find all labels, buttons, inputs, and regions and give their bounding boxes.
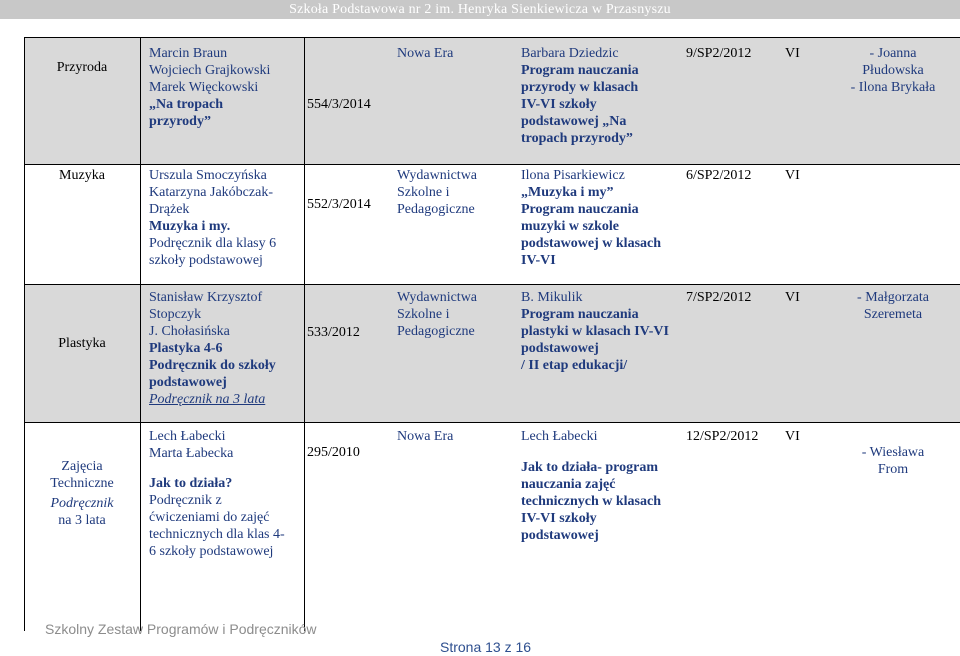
publisher-cell: Wydawnictwa Szkolne i Pedagogiczne	[397, 290, 478, 339]
authors-cell: Stanisław Krzysztof Stopczyk J. Chołasińska Plastyka 4-6 Podręcznik do szkoły podstawowej Podręcznik na 3 lata	[149, 290, 276, 407]
subject-cell: Plastyka	[58, 336, 106, 351]
class-level: VI	[785, 46, 800, 61]
program-cell: Lech Łabecki Jak to działa- program nauczania zajęć technicznych w klasach IV-VI szkoły podstawowej	[521, 429, 661, 543]
subject-cell: Muzyka	[59, 168, 105, 183]
program-cell: B. Mikulik Program nauczania plastyki w klasach IV-VI podstawowej / II etap edukacji/	[521, 290, 669, 373]
class-level: VI	[785, 290, 800, 305]
teachers-cell: - Wiesława From	[861, 445, 925, 477]
authors-cell: Urszula Smoczyńska Katarzyna Jakóbczak- Drążek Muzyka i my. Podręcznik dla klasy 6 szkoły podstawowej	[149, 168, 277, 268]
program-number: 12/SP2/2012	[686, 429, 759, 444]
program-number: 9/SP2/2012	[686, 46, 752, 61]
approval-number: 533/2012	[307, 325, 360, 340]
approval-number: 295/2010	[307, 445, 360, 460]
footer-text: Szkolny Zestaw Programów i Podręczników	[45, 621, 317, 637]
authors-cell: Marcin Braun Wojciech Grajkowski Marek Więckowski „Na tropach przyrody”	[149, 46, 271, 129]
program-cell: Barbara Dziedzic Program nauczania przyrody w klasach IV-VI szkoły podstawowej „Na tropach przyrody”	[521, 46, 639, 146]
publisher-cell: Nowa Era	[397, 429, 454, 444]
program-number: 7/SP2/2012	[686, 290, 752, 305]
program-cell: Ilona Pisarkiewicz „Muzyka i my” Program nauczania muzyki w szkole podstawowej w klasach IV-VI	[521, 168, 662, 268]
authors-cell: Lech Łabecki Marta Łabecka Jak to działa? Podręcznik z ćwiczeniami do zajęć technicznych dla klas 4- 6 szkoły podstawowej	[149, 429, 285, 559]
program-number: 6/SP2/2012	[686, 168, 752, 183]
document-header: Szkoła Podstawowa nr 2 im. Henryka Sienkiewicza w Przasnyszu	[0, 0, 960, 19]
publisher-cell: Wydawnictwa Szkolne i Pedagogiczne	[397, 168, 478, 217]
class-level: VI	[785, 429, 800, 444]
teachers-cell: - Małgorzata Szeremeta	[857, 290, 929, 322]
publisher-cell: Nowa Era	[397, 46, 454, 61]
class-level: VI	[785, 168, 800, 183]
teachers-cell: - Joanna Płudowska - Ilona Brykała	[850, 46, 936, 95]
subject-cell: Zajęcia Techniczne Podręcznik na 3 lata	[50, 459, 114, 528]
subject-cell: Przyroda	[56, 60, 108, 75]
approval-number: 554/3/2014	[307, 97, 371, 112]
page-number: Strona 13 z 16	[440, 639, 532, 655]
textbook-table	[24, 37, 960, 631]
approval-number: 552/3/2014	[307, 197, 371, 212]
